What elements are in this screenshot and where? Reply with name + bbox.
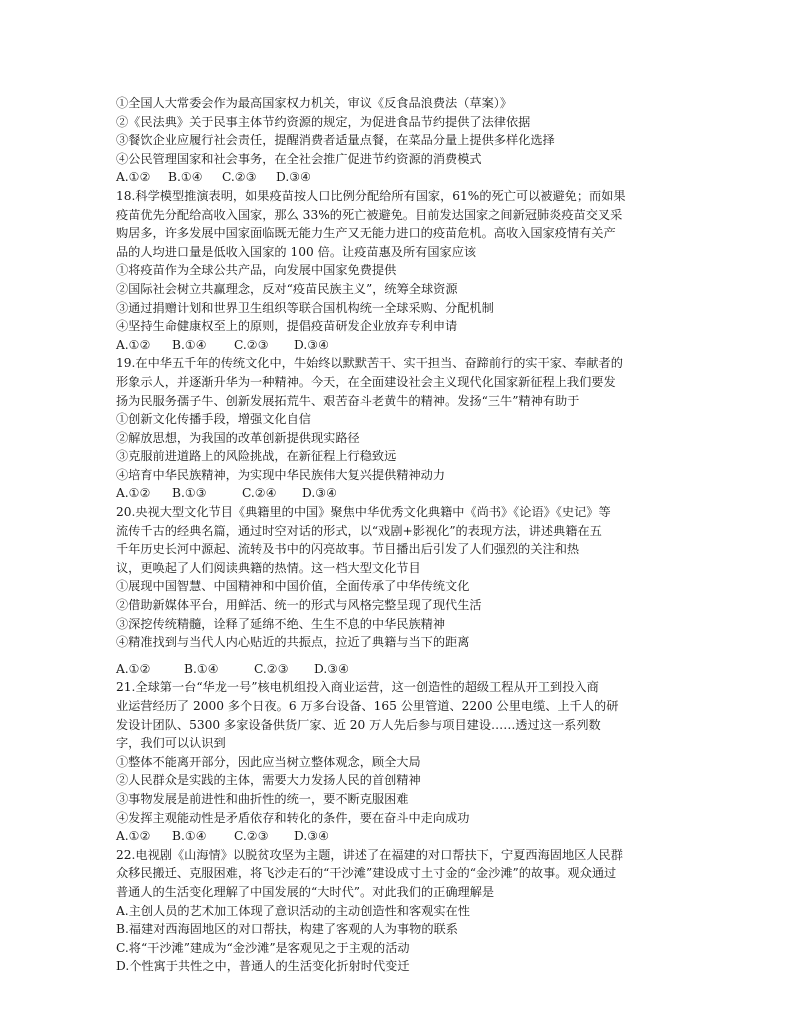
stem-line: 品的人均进口量是低收入国家的 100 倍。让疫苗惠及所有国家应该 [116, 244, 477, 259]
stem-line: 发设计团队、5300 多家设备供货厂家、近 20 万人先后参与项目建设……透过这一系列数 [116, 717, 601, 732]
stem-line: 22.电视剧《山海情》以脱贫攻坚为主题，讲述了在福建的对口帮扶下，宁夏西海固地区人民群 [116, 847, 623, 862]
choice-d: D.③④ [276, 170, 312, 185]
option-line: ①创新文化传播手段，增强文化自信 [116, 412, 311, 427]
choice-a: A.①② [116, 170, 151, 185]
option-line: ②借助新媒体平台，用鲜活、统一的形式与风格完整呈现了现代生活 [116, 598, 482, 613]
option-line: ④发挥主观能动性是矛盾依存和转化的条件，要在奋斗中走向成功 [116, 810, 470, 825]
answer-choices [116, 484, 686, 503]
stem-line: 疫苗优先分配给高收入国家，那么 33%的死亡被避免。目前发达国家之间新冠肺炎疫苗交叉采 [116, 207, 623, 222]
option-line: ②《民法典》关于民事主体节约资源的规定，为促进食品节约提供了法律依据 [116, 114, 531, 129]
stem-line: 议，更唤起了人们阅读典籍的热情。这一档大型文化节目 [116, 560, 421, 575]
option-line: ③餐饮企业应履行社会责任，提醒消费者适量点餐，在菜品分量上提供多样化选择 [116, 133, 555, 148]
choice-c: C.②③ [254, 661, 289, 676]
option-line: ③通过捐赠计划和世界卫生组织等联合国机构统一全球采购、分配机制 [116, 300, 494, 315]
choice-c: C.②③ [234, 337, 269, 352]
option-line: B.福建对西海固地区的对口帮扶，构建了客观的人为事物的联系 [116, 922, 458, 937]
stem-line: 千年历史长河中源起、流转及书中的闪亮故事。节目播出后引发了人们强烈的关注和热 [116, 542, 580, 557]
option-line: ②人民群众是实践的主体，需要大力发扬人民的首创精神 [116, 773, 421, 788]
choice-b: B.①③ [172, 486, 207, 501]
option-line: ③克服前进道路上的风险挑战，在新征程上行稳致远 [116, 449, 397, 464]
option-line: ①将疫苗作为全球公共产品，向发展中国家免费提供 [116, 263, 397, 278]
question-17 [116, 94, 686, 187]
option-line: C.将“干沙滩”建成为“金沙滩”是客观见之于主观的活动 [116, 940, 410, 955]
choice-d: D.③④ [302, 486, 338, 501]
question-20 [116, 503, 686, 678]
question-21 [116, 678, 686, 845]
option-line: A.主创人员的艺术加工体现了意识活动的主动创造性和客观实在性 [116, 903, 470, 918]
answer-choices [116, 168, 686, 187]
choice-d: D.③④ [294, 829, 330, 844]
option-line: D.个性寓于共性之中，普通人的生活变化折射时代变迁 [116, 959, 410, 974]
choice-d: D.③④ [314, 661, 350, 676]
answer-choices [116, 660, 686, 679]
option-line: ①全国人大常委会作为最高国家权力机关，审议《反食品浪费法（草案）》 [116, 96, 513, 110]
option-line: ③事物发展是前进性和曲折性的统一，要不断克服困难 [116, 791, 409, 806]
choice-c: C.②④ [242, 486, 277, 501]
choice-c: C.②③ [234, 829, 269, 844]
option-line: ②解放思想，为我国的改革创新提供现实路径 [116, 430, 360, 445]
question-22 [116, 846, 686, 976]
answer-choices [116, 336, 686, 355]
choice-a: A.①② [116, 661, 151, 676]
stem-line: 18.科学模型推演表明，如果疫苗按人口比例分配给所有国家，61%的死亡可以被避免；而如果 [116, 188, 626, 203]
option-line: ④公民管理国家和社会事务，在全社会推广促进节约资源的消费模式 [116, 151, 482, 166]
stem-line: 众移民搬迁、克服困难，将飞沙走石的“干沙滩”建设成寸土寸金的“金沙滩”的故事。观众通过 [116, 866, 617, 881]
question-18 [116, 187, 686, 354]
choice-b: B.①④ [168, 170, 203, 185]
option-line: ④坚持生命健康权至上的原则，提倡疫苗研发企业放弃专利申请 [116, 319, 458, 334]
choice-d: D.③④ [294, 337, 330, 352]
exam-page [116, 94, 686, 976]
stem-line: 字，我们可以认识到 [116, 736, 226, 751]
choice-c: C.②③ [222, 170, 257, 185]
option-line: ①整体不能离开部分，因此应当树立整体观念，顾全大局 [116, 754, 421, 769]
choice-b: B.①④ [172, 829, 207, 844]
stem-line: 普通人的生活变化理解了中国发展的“大时代”。对此我们的正确理解是 [116, 884, 495, 899]
choice-a: A.①② [116, 486, 151, 501]
question-19 [116, 354, 686, 503]
option-line: ①展现中国智慧、中国精神和中国价值，全面传承了中华传统文化 [116, 579, 470, 594]
stem-line: 流传千古的经典名篇，通过时空对话的形式，以“戏剧+影视化”的表现方法，讲述典籍在五 [116, 523, 602, 538]
option-line: ③深挖传统精髓，诠释了延绵不绝、生生不息的中华民族精神 [116, 616, 446, 631]
choice-a: A.①② [116, 337, 151, 352]
stem-line: 19.在中华五千年的传统文化中，牛始终以默默苦干、实干担当、奋蹄前行的实干家、奉献者的 [116, 356, 623, 371]
option-line: ④培育中华民族精神，为实现中华民族伟大复兴提供精神动力 [116, 467, 446, 482]
stem-line: 20.央视大型文化节目《典籍里的中国》聚焦中华优秀文化典籍中《尚书》《论语》《史记》等 [116, 505, 611, 520]
choice-b: B.①④ [184, 661, 219, 676]
option-line: ②国际社会树立共赢理念，反对“疫苗民族主义”，统筹全球资源 [116, 281, 458, 296]
stem-line: 形象示人，并逐渐升华为一种精神。今天，在全面建设社会主义现代化国家新征程上我们要发 [116, 374, 616, 389]
stem-line: 21.全球第一台“华龙一号”核电机组投入商业运营，这一创造性的超级工程从开工到投入商 [116, 680, 599, 695]
choice-b: B.①④ [172, 337, 207, 352]
option-line: ④精准找到与当代人内心贴近的共振点，拉近了典籍与当下的距离 [116, 635, 470, 650]
stem-line: 购居多，许多发展中国家面临既无能力生产又无能力进口的疫苗危机。高收入国家疫情有关产 [116, 226, 616, 241]
stem-line: 扬为民服务孺子牛、创新发展拓荒牛、艰苦奋斗老黄牛的精神。发扬“三牛”精神有助于 [116, 393, 580, 408]
choice-a: A.①② [116, 829, 151, 844]
answer-choices [116, 827, 686, 846]
stem-line: 业运营经历了 2000 多个日夜。6 万多台设备、165 公里管道、2200 公里电缆、上千人的研 [116, 699, 619, 713]
